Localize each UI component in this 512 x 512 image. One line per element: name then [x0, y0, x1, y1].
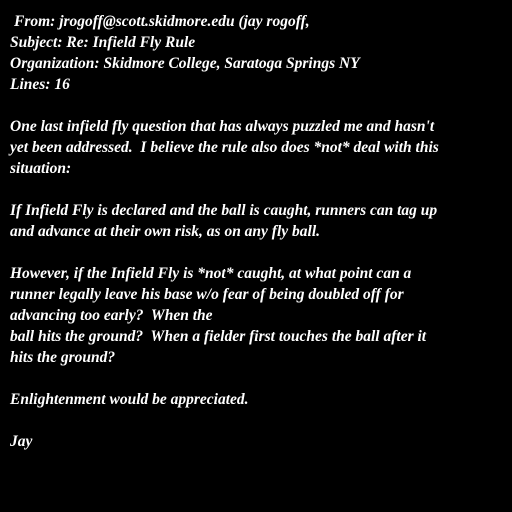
body-line: situation:	[10, 160, 72, 177]
subject-line: Subject: Re: Infield Fly Rule	[10, 34, 196, 51]
body-line: If Infield Fly is declared and the ball is caught, runners can tag up	[10, 202, 438, 219]
organization-line: Organization: Skidmore College, Saratoga Springs NY	[10, 55, 360, 72]
body-line: However, if the Infield Fly is *not* caught, at what point can a	[10, 265, 412, 282]
signature: Jay	[10, 433, 33, 450]
body-line: One last infield fly question that has always puzzled me and hasn't	[10, 118, 435, 135]
from-line: From: jrogoff@scott.skidmore.edu (jay rogoff,	[14, 13, 310, 30]
body-line: advancing too early? When the	[10, 307, 213, 324]
body-line: yet been addressed. I believe the rule also does *not* deal with this	[10, 139, 439, 156]
body-line: runner legally leave his base w/o fear of being doubled off for	[10, 286, 404, 303]
body-line: ball hits the ground? When a fielder first touches the ball after it	[10, 328, 427, 345]
body-line: hits the ground?	[10, 349, 116, 366]
message-body	[0, 118, 512, 512]
body-line: Enlightenment would be appreciated.	[10, 391, 249, 408]
lines-count: Lines: 16	[10, 76, 70, 93]
body-line: and advance at their own risk, as on any fly ball.	[10, 223, 321, 240]
